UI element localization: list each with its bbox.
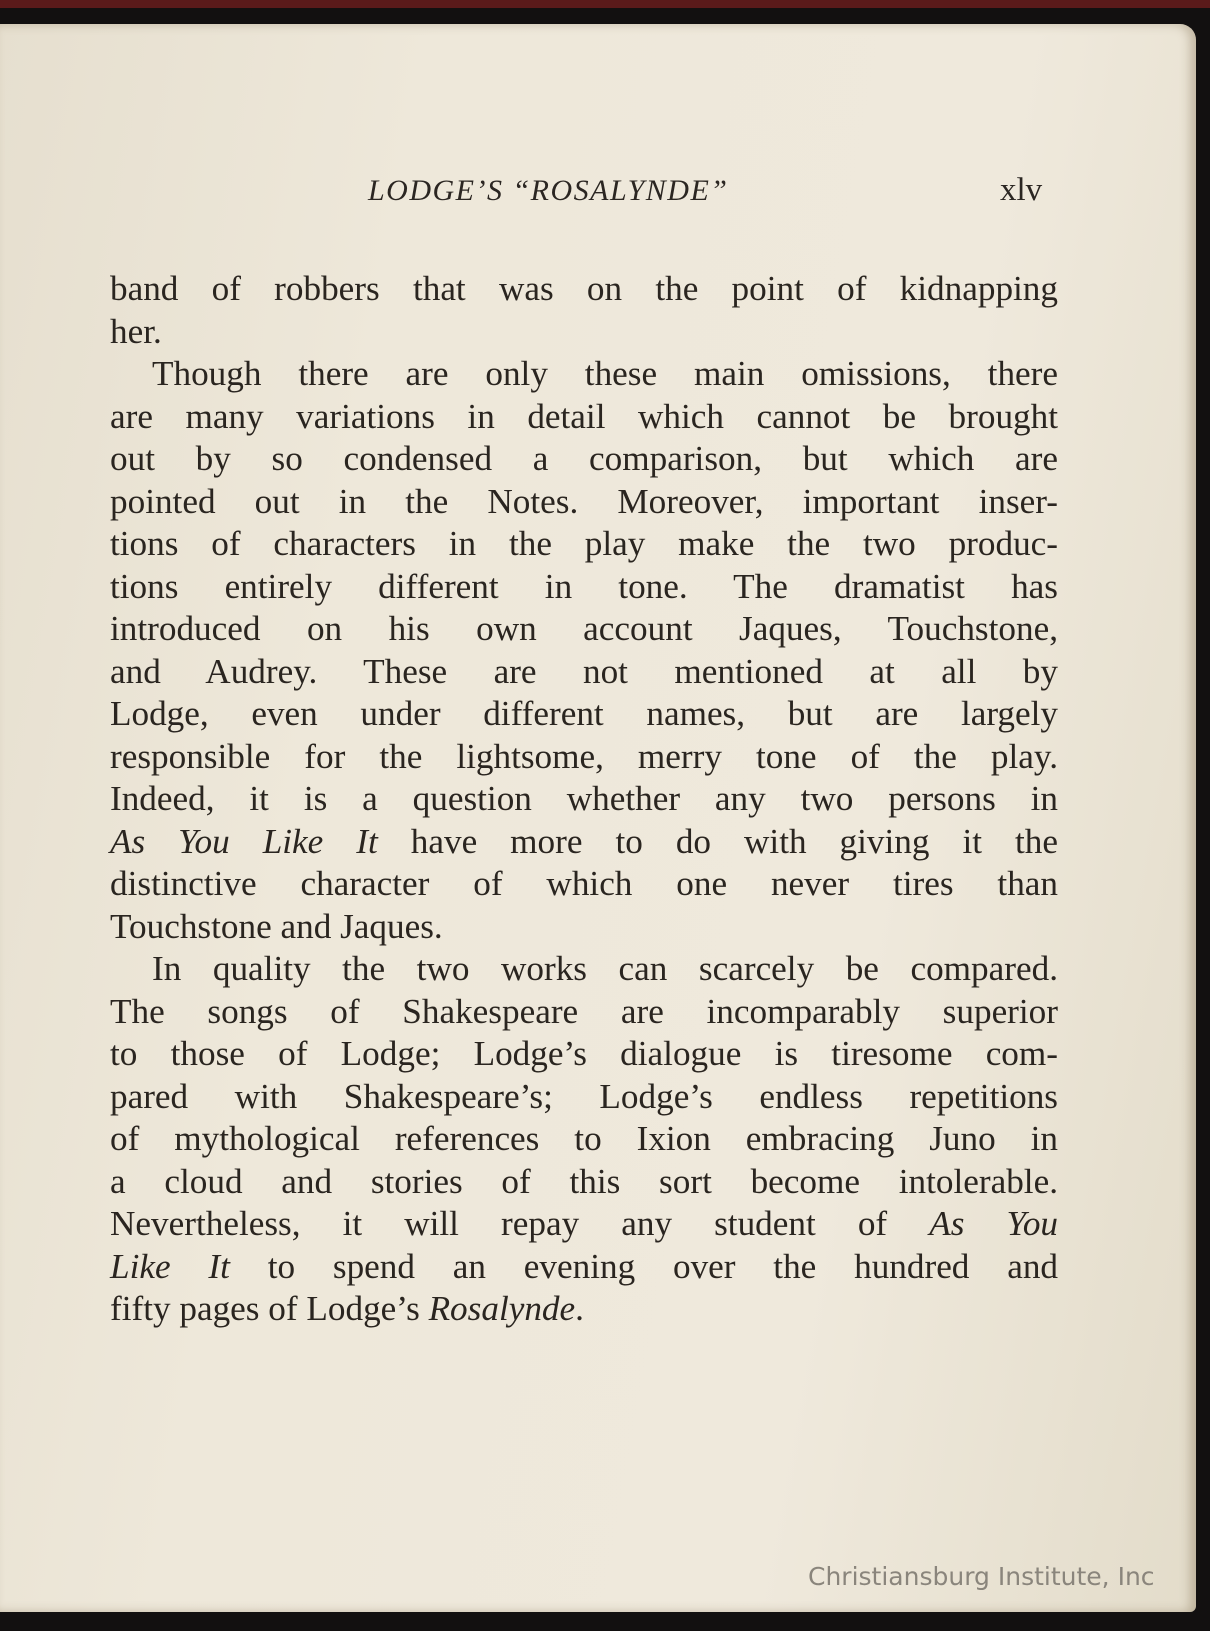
text-line: out by so condensed a comparison, but which are <box>110 439 1058 478</box>
play-title: As You <box>929 1204 1059 1243</box>
text-line: tions of characters in the play make the two produc- <box>110 524 1058 563</box>
text-line: Lodge, even under different names, but are largely <box>110 694 1058 733</box>
page-number: xlv <box>1000 172 1043 208</box>
text-line: Touchstone and Jaques. <box>110 906 443 946</box>
text-line: to those of Lodge; Lodge’s dialogue is tiresome com- <box>110 1034 1058 1073</box>
text-line: introduced on his own account Jaques, Touchstone, <box>110 609 1058 648</box>
text-line: Like It to spend an evening over the hundred and <box>110 1246 1059 1286</box>
watermark: Christiansburg Institute, Inc <box>808 1562 1155 1591</box>
text-line: tions entirely different in tone. The dramatist has <box>110 566 1058 606</box>
text-line: are many variations in detail which cannot be brought <box>110 396 1058 436</box>
running-title: LODGE’S “ROSALYNDE” <box>368 174 729 207</box>
text-line: pointed out in the Notes. Moreover, important inser- <box>110 481 1058 521</box>
book-page <box>0 24 1196 1612</box>
text-line: and Audrey. These are not mentioned at all by <box>110 651 1058 691</box>
text-line: fifty pages of Lodge’s Rosalynde. <box>110 1289 584 1328</box>
book-edge <box>0 0 1210 8</box>
paragraph-start-line: Though there are only these main omissions, there <box>152 354 1058 393</box>
book-title: Rosalynde <box>428 1289 576 1328</box>
play-title: As You Like It <box>110 821 378 861</box>
text-line: pared with Shakespeare’s; Lodge’s endless repetitions <box>110 1076 1058 1116</box>
text-line: The songs of Shakespeare are incomparably superior <box>110 991 1058 1031</box>
text-line: Indeed, it is a question whether any two persons in <box>110 779 1058 818</box>
play-title: Like It <box>110 1246 230 1286</box>
body-text <box>110 268 1058 1331</box>
text-line: As You Like It have more to do with giving it the <box>110 821 1059 861</box>
text-line: Nevertheless, it will repay any student of As You <box>110 1204 1059 1243</box>
text-line: of mythological references to Ixion embracing Juno in <box>110 1119 1058 1158</box>
page-header <box>0 174 1196 218</box>
text-line: distinctive character of which one never tires than <box>110 864 1058 903</box>
paragraph-start-line: In quality the two works can scarcely be compared. <box>152 949 1058 988</box>
text-line: her. <box>110 311 162 351</box>
text-line: responsible for the lightsome, merry tone of the play. <box>110 736 1058 776</box>
text-line: a cloud and stories of this sort become intolerable. <box>110 1161 1058 1201</box>
text-line: band of robbers that was on the point of kidnapping <box>110 269 1058 308</box>
